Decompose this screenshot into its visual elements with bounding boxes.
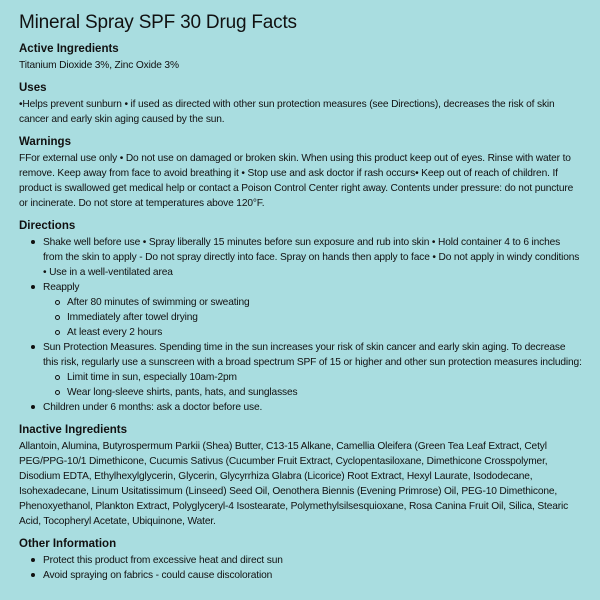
- active-ingredients-text: Titanium Dioxide 3%, Zinc Oxide 3%: [19, 60, 179, 71]
- directions-heading: Directions: [19, 220, 76, 232]
- inactive-ingredients-text: Allantoin, Alumina, Butyrospermum Parkii (Shea) Butter, C13-15 Alkane, Camellia Oleifera (Green Tea Leaf Extract, Cetyl PEG/PPG-10/1 Dimethicone, Cucumis Sativus (Cucumber Fruit Extract, Cyclopentasiloxane, Dimethicone Crosspolymer, Disodium EDTA, Ethylhexylglycerin, Glycerin, Glycyrrhiza Glabra (Licorice) Root Extract, Hexyl Laurate, Isododecane, Isohexadecane, Linum Usitatissimum (Linseed) Seed Oil, Oenothera Biennis (Evening Primrose) Oil, PEG-10 Dimethicone, Phenoxyethanol, Plankton Extract, Polyglyceryl-4 Isostearate, Polymethylsilsesquioxane, Rosa Canina Fruit Oil, Silica, Stearic Acid, Tocopheryl Acetate, Ubiquinone, Water.: [19, 441, 569, 527]
- other-information-heading: Other Information: [19, 538, 117, 550]
- directions-item-text: Shake well before use • Spray liberally 15 minutes before sun exposure and rub into skin • Hold container 4 to 6 inches from the skin to apply - Do not spray directly into face. Spray on hands then apply to face • Do not apply in windy conditions • Use in a well-ventilated area: [43, 237, 580, 278]
- directions-item: [43, 235, 582, 280]
- reapply-subitem: At least every 2 hours: [67, 325, 582, 340]
- uses-heading: Uses: [19, 82, 47, 94]
- reapply-sublist: [43, 295, 582, 340]
- active-ingredients-heading: Active Ingredients: [19, 43, 119, 55]
- directions-item-reapply: [43, 280, 582, 340]
- other-information-item: Avoid spraying on fabrics - could cause discoloration: [43, 568, 582, 583]
- other-information-list: [19, 553, 582, 583]
- directions-item: [43, 400, 582, 415]
- sun-protection-subitem: Limit time in sun, especially 10am-2pm: [67, 370, 582, 385]
- inactive-ingredients-heading: Inactive Ingredients: [19, 424, 128, 436]
- sun-protection-subitem: Wear long-sleeve shirts, pants, hats, and sunglasses: [67, 385, 582, 400]
- directions-section: [19, 219, 582, 415]
- inactive-ingredients-section: [19, 423, 582, 529]
- reapply-subitem: After 80 minutes of swimming or sweating: [67, 295, 582, 310]
- sun-protection-sublist: [43, 370, 582, 400]
- warnings-section: [19, 135, 582, 211]
- reapply-subitem: Immediately after towel drying: [67, 310, 582, 325]
- directions-item-text: Reapply: [43, 282, 80, 293]
- other-information-section: [19, 537, 582, 583]
- uses-text: •Helps prevent sunburn • if used as directed with other sun protection measures (see Directions), decreases the risk of skin cancer and early skin aging caused by the sun.: [19, 99, 555, 125]
- directions-item-sun-protection: [43, 340, 582, 400]
- directions-item-text: Children under 6 months: ask a doctor before use.: [43, 402, 263, 413]
- other-information-item: Protect this product from excessive heat and direct sun: [43, 553, 582, 568]
- active-ingredients-section: [19, 42, 582, 73]
- page-title: Mineral Spray SPF 30 Drug Facts: [19, 12, 297, 33]
- directions-list: [19, 235, 582, 415]
- uses-section: [19, 81, 582, 127]
- warnings-heading: Warnings: [19, 136, 71, 148]
- directions-item-text: Sun Protection Measures. Spending time in the sun increases your risk of skin cancer and early skin aging. To decrease this risk, regularly use a sunscreen with a broad spectrum SPF of 15 or higher and other sun protection measures including:: [43, 342, 582, 368]
- warnings-text: FFor external use only • Do not use on damaged or broken skin. When using this product keep out of eyes. Rinse with water to remove. Keep away from face to avoid breathing it • Stop use and ask doctor if rash occurs• Keep out of reach of children. If product is swallowed get medical help or contact a Poison Control Center right away. Contents under pressure: do not puncture or incinerate. Do not store at temperatures above 120°F.: [19, 153, 574, 209]
